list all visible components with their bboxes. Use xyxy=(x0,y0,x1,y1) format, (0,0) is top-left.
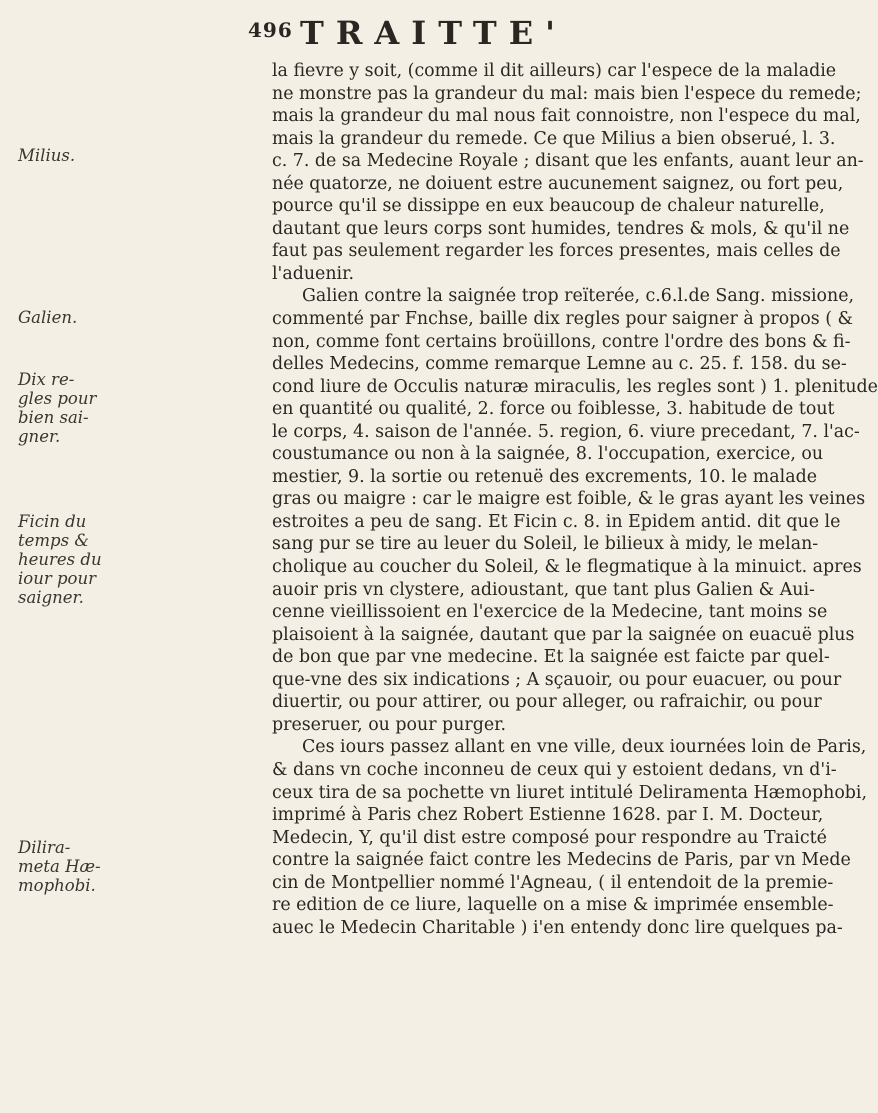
text-line: delles Medecins, comme remarque Lemne au c. 25. f. 158. du se- xyxy=(272,354,847,375)
margin-note-milius: Milius. xyxy=(18,146,76,165)
page-header xyxy=(0,14,800,54)
text-line: Medecin, Y, qu'il dist estre composé pour respondre au Traicté xyxy=(272,827,827,848)
text-line: en quantité ou qualité, 2. force ou foiblesse, 3. habitude de tout xyxy=(272,399,835,420)
text-line: mais la grandeur du mal nous fait connoistre, non l'espece du mal, xyxy=(272,106,861,127)
text-line: ne monstre pas la grandeur du mal: mais bien l'espece du remede; xyxy=(272,83,862,104)
text-line: Galien contre la saignée trop reïterée, c.6.l.de Sang. missione, xyxy=(302,286,855,307)
text-line: estroites a peu de sang. Et Ficin c. 8. in Epidem antid. dit que le xyxy=(272,511,841,532)
text-line: mestier, 9. la sortie ou retenuë des excrements, 10. le malade xyxy=(272,466,818,487)
text-line: c. 7. de sa Medecine Royale ; disant que les enfants, auant leur an- xyxy=(272,151,864,172)
text-line: ceux tira de sa pochette vn liuret intitulé Deliramenta Hæmophobi, xyxy=(272,782,868,803)
margin-note-deliramenta: Dilira- meta Hæ- mophobi. xyxy=(18,838,101,895)
text-line: la fievre y soit, (comme il dit ailleurs) car l'espece de la maladie xyxy=(272,61,837,81)
text-line: preseruer, ou pour purger. xyxy=(272,714,507,735)
text-line: auoir pris vn clystere, adioustant, que tant plus Galien & Aui- xyxy=(272,579,815,600)
text-line: contre la saignée faict contre les Medecins de Paris, par vn Mede xyxy=(272,850,851,871)
text-line: re edition de ce liure, laquelle on a mise & imprimée ensemble- xyxy=(272,895,834,916)
text-line: dautant que leurs corps sont humides, tendres & mols, & qu'il ne xyxy=(272,218,850,239)
margin-note-dix-regles: Dix re- gles pour bien sai- gner. xyxy=(18,370,97,446)
text-line: non, comme font certains broüillons, contre l'ordre des bons & fi- xyxy=(272,331,851,352)
text-line: mais la grandeur du remede. Ce que Milius a bien obserué, l. 3. xyxy=(272,128,836,149)
text-line: plaisoient à la saignée, dautant que par la saignée on euacuë plus xyxy=(272,624,855,645)
text-line: pource qu'il se dissippe en eux beaucoup de chaleur naturelle, xyxy=(272,196,825,217)
text-line: de bon que par vne medecine. Et la saignée est faicte par quel- xyxy=(272,647,830,668)
text-line: cin de Montpellier nommé l'Agneau, ( il entendoit de la premie- xyxy=(272,872,834,893)
text-line: cholique au coucher du Soleil, & le flegmatique à la minuict. apres xyxy=(272,557,862,578)
text-line: gras ou maigre : car le maigre est foible, & le gras ayant les veines xyxy=(272,489,866,510)
text-line: Ces iours passez allant en vne ville, deux iournées loin de Paris, xyxy=(302,737,867,758)
text-line: l'aduenir. xyxy=(272,263,355,284)
text-line: sang pur se tire au leuer du Soleil, le bilieux à midy, le melan- xyxy=(272,534,819,555)
text-line: faut pas seulement regarder les forces presentes, mais celles de xyxy=(272,241,841,262)
text-line: cond liure de Occulis naturæ miraculis, les regles sont ) 1. plenitude xyxy=(272,376,878,397)
text-line: cenne vieillissoient en l'exercice de la Medecine, tant moins se xyxy=(272,602,828,623)
running-title: TRAITTE' xyxy=(300,14,567,52)
text-line: diuertir, ou pour attirer, ou pour alleger, ou rafraichir, ou pour xyxy=(272,692,822,713)
text-line-last: auec le Medecin Charitable ) i'en entendy donc lire quelques pa- xyxy=(272,917,843,938)
text-line: & dans vn coche inconneu de ceux qui y estoient dedans, vn d'i- xyxy=(272,759,837,780)
text-line: que-vne des six indications ; A sçauoir, ou pour euacuer, ou pour xyxy=(272,669,842,690)
text-line: imprimé à Paris chez Robert Estienne 1628. par I. M. Docteur, xyxy=(272,805,824,826)
text-line: commenté par Fnchse, baille dix regles pour saigner à propos ( & xyxy=(272,309,854,330)
text-line: le corps, 4. saison de l'année. 5. region, 6. viure precedant, 7. l'ac- xyxy=(272,421,860,442)
page-number: 496 xyxy=(248,18,293,42)
margin-note-galien: Galien. xyxy=(18,308,78,327)
text-line: née quatorze, ne doiuent estre aucunement saignez, ou fort peu, xyxy=(272,173,844,194)
margin-note-ficin: Ficin du temps & heures du iour pour saigner. xyxy=(18,512,102,607)
text-line: coustumance ou non à la saignée, 8. l'occupation, exercice, ou xyxy=(272,444,824,465)
body-text xyxy=(272,60,878,939)
